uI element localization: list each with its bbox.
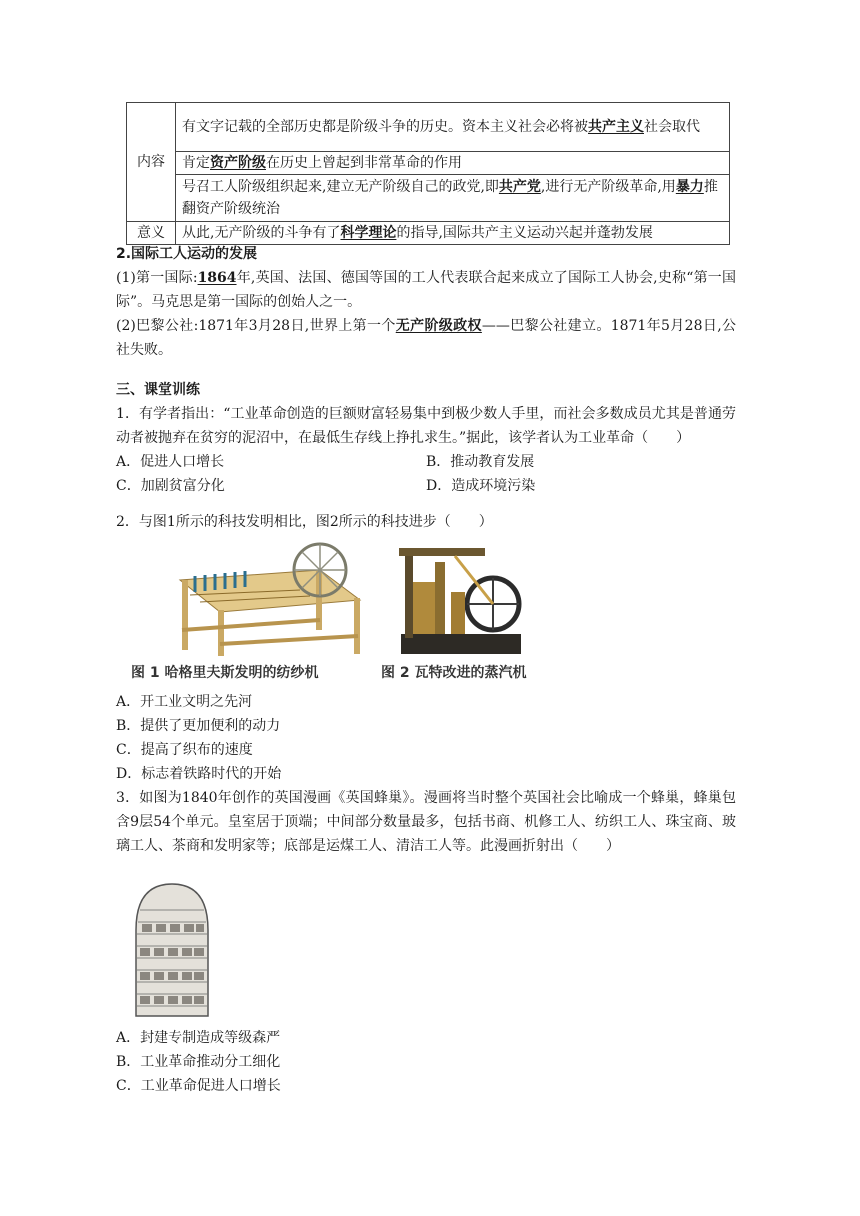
row3-text: 号召工人阶级组织起来,建立无产阶级自己的政党,即 xyxy=(182,179,499,195)
year-1864: 1864 xyxy=(197,270,237,286)
keyword-scientific-theory: 科学理论 xyxy=(340,225,397,241)
q1-option-b[interactable]: B．推动教育发展 xyxy=(426,454,535,470)
q1-options-row-2 xyxy=(116,474,736,498)
meaning-label: 意义 xyxy=(127,222,176,245)
first-international-paragraph xyxy=(116,266,736,314)
section-international-movement xyxy=(116,242,736,362)
row2-tail: 在历史上曾起到非常革命的作用 xyxy=(266,155,462,171)
q2-options xyxy=(116,690,736,786)
figure-1-caption: 图 1 哈格里夫斯发明的纺纱机 xyxy=(131,665,319,681)
item2-prefix: (2)巴黎公社:1871年3月28日,世界上第一个 xyxy=(116,318,396,334)
content-row-2 xyxy=(176,152,730,175)
content-row-3 xyxy=(176,175,730,222)
figure-2-caption: 图 2 瓦特改进的蒸汽机 xyxy=(381,665,527,681)
question-3 xyxy=(116,786,736,858)
row1-text: 有文字记载的全部历史都是阶级斗争的历史。资本主义社会必将被 xyxy=(182,119,588,135)
item1-prefix: (1)第一国际: xyxy=(116,270,198,286)
steam-engine-image xyxy=(395,542,525,658)
keyword-proletarian-regime: 无产阶级政权 xyxy=(395,318,482,334)
q3-option-b[interactable]: B．工业革命推动分工细化 xyxy=(116,1054,281,1070)
row2-text: 肯定 xyxy=(182,155,210,171)
q2-option-d[interactable]: D．标志着铁路时代的开始 xyxy=(116,766,282,782)
row3-mid: ,进行无产阶级革命,用 xyxy=(540,179,676,195)
q2-stem: 2．与图1所示的科技发明相比，图2所示的科技进步（ ） xyxy=(116,514,493,530)
content-row-1 xyxy=(176,103,730,152)
section3-heading: 三、课堂训练 xyxy=(116,382,200,398)
row3-tail: 推翻资产阶级统治 xyxy=(182,179,718,217)
q1-stem: 1．有学者指出：“工业革命创造的巨额财富轻易集中到极少数人手里，而社会多数成员尤其是普通劳动者被抛弃在贫穷的泥沼中，在最低生存线上挣扎求生。”据此，该学者认为工业革命（ ） xyxy=(116,406,736,446)
q2-option-a[interactable]: A．开工业文明之先河 xyxy=(116,694,253,710)
section2-heading: 2.国际工人运动的发展 xyxy=(116,246,258,262)
keyword-violence: 暴力 xyxy=(675,179,704,195)
q3-options xyxy=(116,1026,736,1098)
item1-text: 年,英国、法国、德国等国的工人代表联合起来成立了国际工人协会,史称“第一国际”。马克思是第一国际的创始人之一。 xyxy=(116,270,736,310)
content-label: 内容 xyxy=(127,103,176,222)
item2-text: ——巴黎公社建立。1871年5月28日,公社失败。 xyxy=(116,318,736,358)
spinning-jenny-image xyxy=(170,540,370,658)
row1-tail: 社会取代 xyxy=(644,119,700,135)
q1-option-d[interactable]: D．造成环境污染 xyxy=(426,478,536,494)
manifesto-table xyxy=(126,102,730,245)
keyword-communist-party: 共产党 xyxy=(498,179,541,195)
paris-commune-paragraph xyxy=(116,314,736,362)
q2-option-c[interactable]: C．提高了织布的速度 xyxy=(116,742,253,758)
q3-option-c[interactable]: C．工业革命促进人口增长 xyxy=(116,1078,281,1094)
question-1 xyxy=(116,402,736,498)
question-2 xyxy=(116,510,736,534)
q1-option-c[interactable]: C．加剧贫富分化 xyxy=(116,478,225,494)
q2-option-b[interactable]: B．提供了更加便利的动力 xyxy=(116,718,281,734)
q1-option-a[interactable]: A．促进人口增长 xyxy=(116,454,225,470)
british-beehive-image xyxy=(130,880,214,1018)
q3-stem: 3．如图为1840年创作的英国漫画《英国蜂巢》。漫画将当时整个英国社会比喻成一个蜂巢，蜂巢包含9层54个单元。皇室居于顶端；中间部分数量最多，包括书商、机修工人、纺织工人、珠宝商、玻璃工人、茶商和发明家等；底部是运煤工人、清洁工人等。此漫画折射出（ ） xyxy=(116,790,736,854)
row4-tail: 的指导,国际共产主义运动兴起并蓬勃发展 xyxy=(396,225,653,241)
section-classroom-training xyxy=(116,378,736,402)
row4-text: 从此,无产阶级的斗争有了 xyxy=(182,225,341,241)
q3-option-a[interactable]: A．封建专制造成等级森严 xyxy=(116,1030,281,1046)
keyword-communism: 共产主义 xyxy=(588,119,644,135)
q1-options-row-1 xyxy=(116,450,736,474)
keyword-bourgeoisie: 资产阶级 xyxy=(210,155,266,171)
